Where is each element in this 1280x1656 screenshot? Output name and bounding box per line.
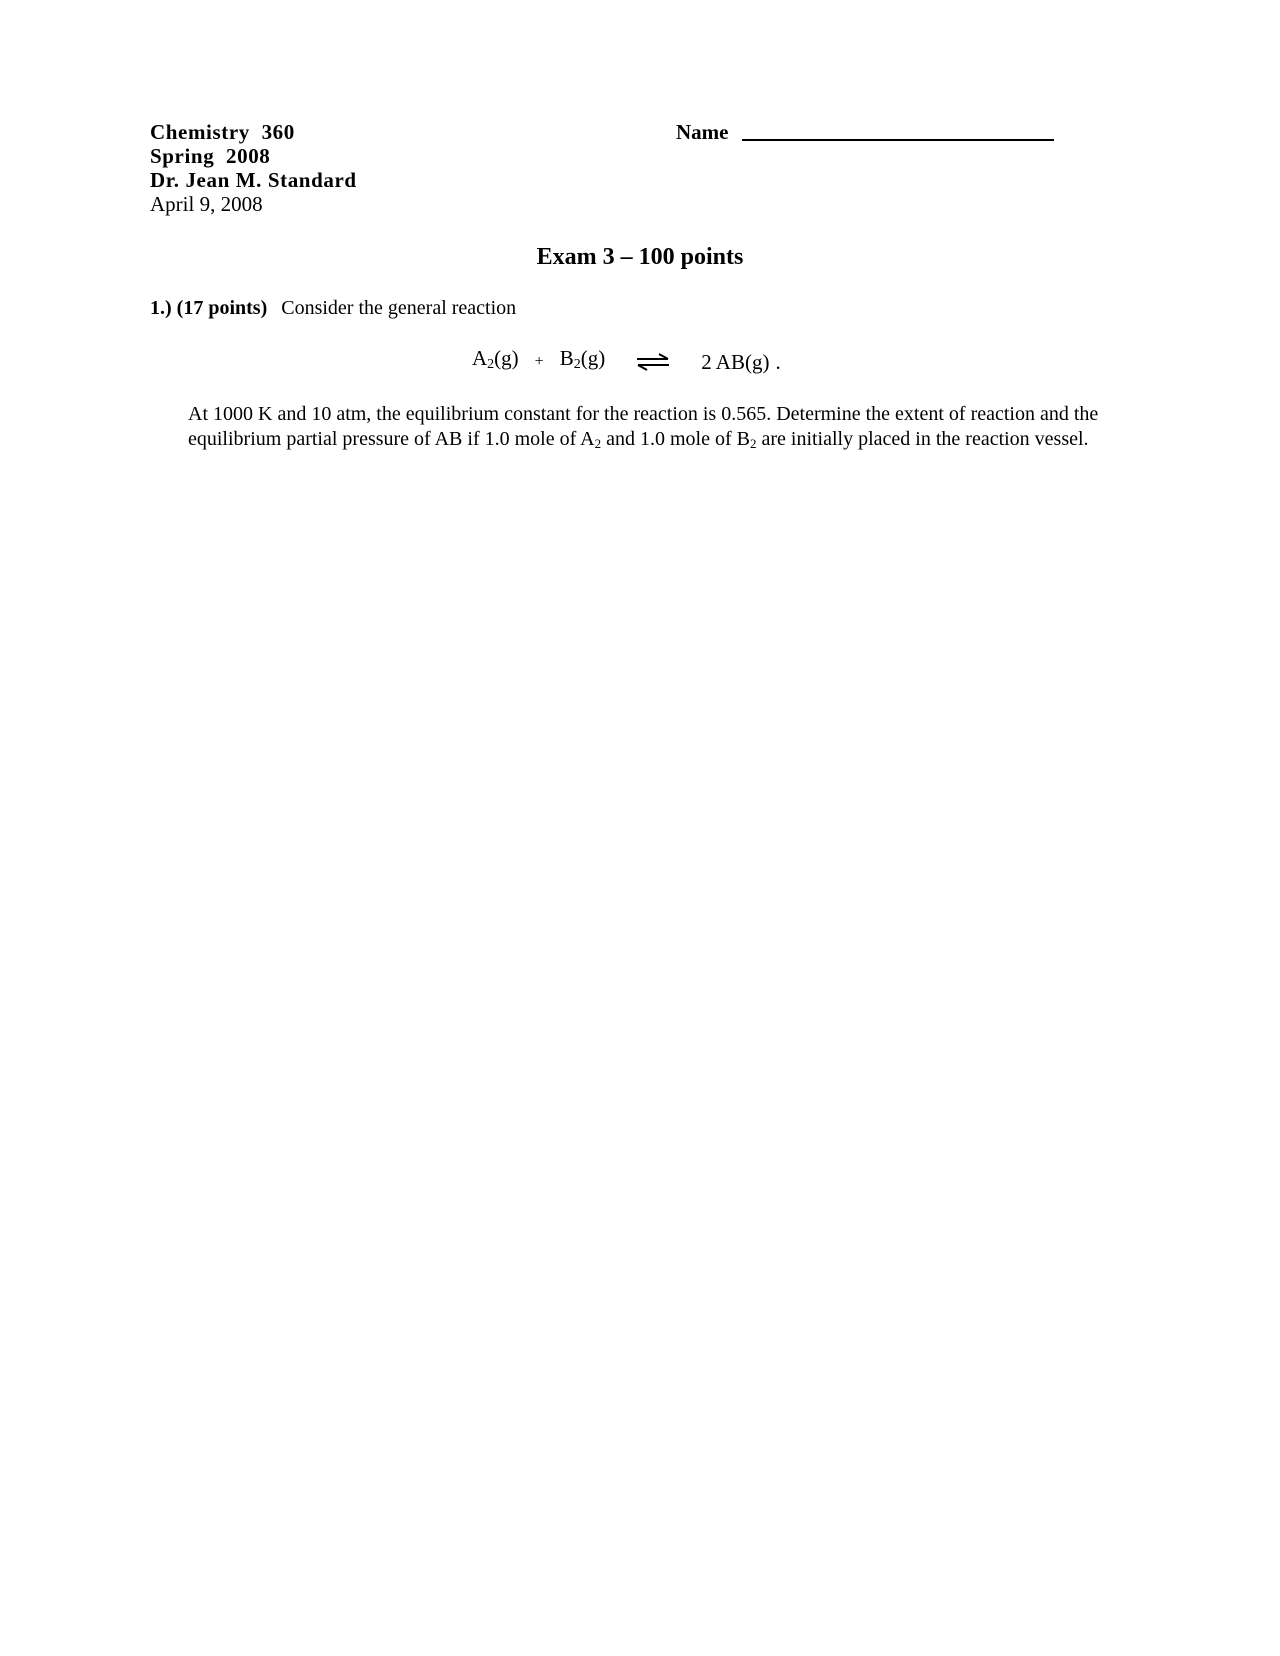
reaction-equation	[472, 344, 781, 379]
question-1-prompt: Consider the general reaction	[281, 297, 517, 319]
plus-sign: +	[534, 352, 544, 370]
reactant-2: $B_2(g)$	[559, 346, 606, 372]
name-label: Name	[676, 120, 729, 144]
course-info	[150, 120, 357, 216]
name-blank-line	[742, 139, 1054, 141]
course-name: Chemistry 360	[150, 120, 295, 144]
question-1-number: 1.)	[150, 297, 172, 319]
exam-date: April 9, 2008	[150, 192, 263, 216]
equilibrium-arrows-icon	[635, 352, 671, 372]
equation-period: .	[775, 349, 781, 374]
name-field	[676, 120, 1054, 144]
question-1-header	[150, 296, 516, 320]
reactant-1: $A_2(g)$	[472, 346, 519, 372]
course-term: Spring 2008	[150, 144, 271, 168]
product: 2 AB(g)	[701, 349, 770, 374]
question-1-body: At 1000 K and 10 atm, the equilibrium constant for the reaction is 0.565. Determine the extent of reaction and the equilibrium partial pressure of AB if 1.0 mole of $A_2$ and 1.0 mole of $B_2$ are initially placed in the reaction vessel.	[188, 403, 1099, 451]
question-1-points: (17 points)	[176, 297, 268, 319]
instructor-name: Dr. Jean M. Standard	[150, 168, 357, 192]
exam-title: Exam 3 – 100 points	[536, 244, 744, 270]
